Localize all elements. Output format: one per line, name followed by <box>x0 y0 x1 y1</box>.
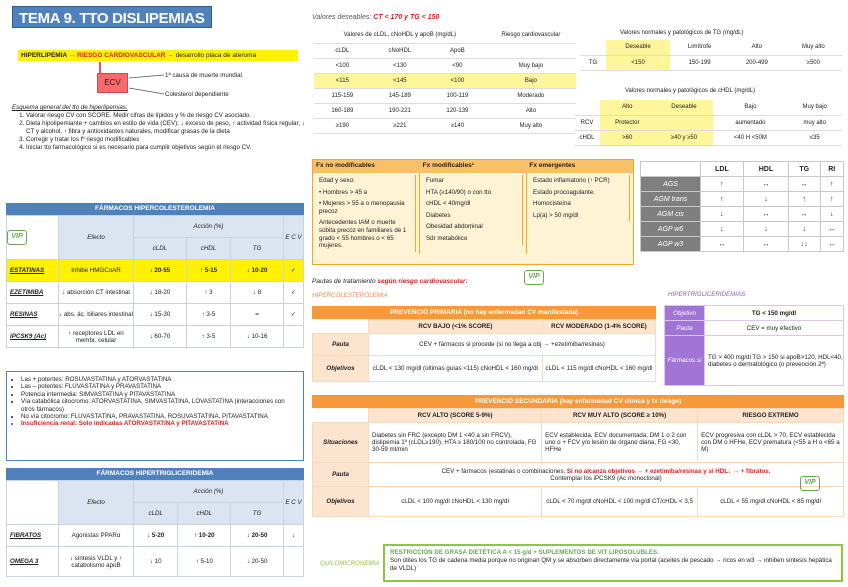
cv-risk-term: RIESGO CARDIOVASCULAR <box>77 52 166 59</box>
rf-col-nonmod: Edad y sexo: • Hombres > 45 a • Mujeres > 55 a o menopausia precoz Antecedentes IAM o muerte súbita precoz en familiares de 1 grado < 55 hombres o < 65 mujeres. <box>313 173 420 254</box>
col-tg: TG <box>231 238 284 260</box>
scheme-block <box>12 104 307 152</box>
scheme-item: 4. Iniciar tto farmacológico si es necesario para cumplir objetivos según el riesgo CV. <box>26 144 307 152</box>
table-row: <100 <130 <90 Muy bajo <box>314 58 576 73</box>
table-row: TG <150 150-199 200-499 ≥500 <box>580 55 842 70</box>
list-item: • Vía catabólica citocromo: ATORVASTATINA, SIMVASTATINA, LOVASTATINA (interacciones con otros fármacos) <box>21 398 297 413</box>
table-row: RESINAS ↓ abs. ác. biliares intestinal ↓ 15-30 ↑ 3-5 = ✓ <box>7 304 304 326</box>
ecv-note-2: Colesterol dependiente <box>165 91 229 98</box>
tg-treatment-panel: Objetivo TG < 150 mg/dl Pauta CEV = muy efectivo Fármacos si TG > 400 mg/dl TG > 150 si apoB>120, HDL<40, diabetes o dermatológico (o prevención 2ª) <box>664 305 844 386</box>
hiperchol-drugs-table <box>6 203 304 348</box>
col-ecv: E C V <box>284 216 304 260</box>
rf-header: Fx no modificables <box>316 162 375 169</box>
pautas-title: Pautas de tratamiento según riesgo cardiovascular: <box>312 278 468 285</box>
risk-factors-box <box>312 159 634 265</box>
scheme-heading: Esquema general del tto de hiperlipemias: <box>12 104 128 111</box>
page-title: TEMA 9. TTO DISLIPEMIAS <box>12 6 212 28</box>
rf-header: Fx modificables¹ <box>422 162 474 169</box>
table-row: AGP w6 ↓ ↓ ↓ ↔ <box>641 222 844 237</box>
primary-prevention: PREVENCIÓ PRIMARIA (no hay enfermedad CV manifestada) RCV BAJO (<1% SCORE) RCV MODERADO (1-4% SCORE) Pauta CEV + fármacos si procede (si no llega a obj → +ezetimiba/resinas) Objetivos cLDL < 130 mg/dl (últimas guías <115) cNoHDL < 160 mg/dl cLDL < 115 mg/dl cNoHDL < 160 mg/dl <box>312 306 656 382</box>
fatty-acid-effects-table: LDL HDL TG RI AGS ↑ ↔ ↔ ↑ AGM trans ↑ ↓ ↑ ↑ AGM cis ↓ ↔ ↔ ↓ AGP w6 ↓ ↓ ↓ ↔ AGP w3 ↔ ↔ ↓↓ ↔ <box>640 161 844 252</box>
table-row: FIBRATOS Agonistas PPARα ↓ 5-20 ↑ 10-20 ↓ 20-50 ↓ <box>7 525 304 547</box>
table-row: cHDL >60 ≥40 y ≥50 <40 H <50M ≤35 <box>574 130 842 145</box>
quilo-label: QUILOMICRONEMIA <box>320 560 380 567</box>
table-row: OMEGA 3 ↓ síntesis VLDL y ↑ catabolismo apoB ↓ 10 ↑ 5-10 ↓ 20-50 <box>7 547 304 577</box>
table-row: EZETIMIBA ↓ absorción CT intestinal ↓ 18-20 ↑ 3 ↓ 8 ✓ <box>7 282 304 304</box>
list-item: • Insuficiencia renal: Solo indicadas ATORVASTATINA y PITAVASTATINA <box>21 420 297 427</box>
list-item: • No vía citocromo: FLUVASTATINA, PRAVASTATINA, ROSUVASTATINA, PITAVASTATINA <box>21 413 297 420</box>
col-effect: Efecto <box>59 216 134 260</box>
rf-col-mod: Fumar HTA (≥140/90) o con tto cHDL < 40mg/dl Diabetes Obesidad abdominal Sdr metabólico <box>420 173 527 254</box>
hipertg-label: HIPERTRIGLICERIDEMIAS <box>668 291 746 298</box>
arrow-icon: → <box>68 52 78 59</box>
hdl-values-title: Valores normales y patológicos de cHDL (mg/dL) <box>625 88 756 94</box>
values-title: Valores deseables: CT < 170 y TG < 150 <box>312 14 440 21</box>
hiperchol-label: HIPERCOLESTEROLEMIA <box>312 292 388 299</box>
table-row: <115 <145 <100 Bajo <box>314 73 576 88</box>
col-action: Acción (%) <box>134 216 284 238</box>
secondary-prevention: PREVENCIÓ SECUNDARIA (hay enfermedad CV clínica y fx riesgo) RCV ALTO (SCORE 5-9%) RCV MUY ALTO (SCORE ≥ 10%) RIESGO EXTREMO Situaciones Diabetes sin FRC (excepto DM 1 <40 a sin FRCV), dislipemia 1ª (cLDL≥190), HTA ≥ 180/100 no controlada, FG 30-59 ml/min ECV establecida, ECV documentada, DM 1 o 2 con uno o + FCV y/o lesión de órgano diana, FG <30, HFHe ECV progresiva con cLDL > 70, ECV establecida con DM o HFHe, ECV prematura (<55 a H o <65 a M) Pauta CEV + fármacos (estatinas o combinaciones. Si no alcanza objetivos → + ezetimiba/resinas y si HDL↓ → + fibratos. Contemplar los iPCSK9 (Ac monoclonal) Objetivos cLDL < 100 mg/dl cNoHDL < 130 mg/dl cLDL < 70 mg/dl cNoHDL < 100 mg/dl CT/cHDL < 3,5 cLDL < 55 mg/dl cNoHDL < 85 mg/dl <box>312 395 844 517</box>
table-header-bar: FÁRMACOS HIPERCOLESTEROLEMIA <box>6 203 304 215</box>
ecv-note-1: 1ª causa de muerte mundial <box>165 72 242 79</box>
tg-values-table: Deseable Limítrofe Alto Muy alto TG <150 150-199 200-499 ≥500 <box>580 40 842 71</box>
vip-stamp: VIP <box>800 476 820 491</box>
table-row: RCV Protector aumentado muy alto <box>574 115 842 130</box>
values-target: CT < 170 y TG < 150 <box>373 14 440 21</box>
tg-values-title: Valores normales y patológicos de TG (mg/dL) <box>620 30 744 36</box>
rf-header: Fx emergentes <box>529 162 576 169</box>
table-row: 115-159 145-189 100-119 Moderado <box>314 88 576 103</box>
table-row: ESTATINAS Inhibe HMGCoAR ↓ 20-55 ↑ 5-15 ↓ 10-20 ✓ <box>7 260 304 282</box>
hdl-values-table: Alto Deseable Bajo Muy bajo RCV Protector aumentado muy alto cHDL >60 ≥40 y ≥50 <40 H <50M ≤35 <box>574 100 842 146</box>
col-chdl: cHDL <box>186 238 230 260</box>
table-row: AGM trans ↑ ↓ ↑ ↑ <box>641 192 844 207</box>
quilomicronemia-box: RESTRICCIÓN DE GRASA DIETÉTICA A < 15 g/d + SUPLEMENTOS DE VIT LIPOSOLUBLES. Son útiles los TG de cadena media porque no originan QM y se absorben directamente vía portal (aceites de pescado → ricos en w3 → inhiben síntesis hepática de VLDL) <box>383 544 843 582</box>
scheme-item: 1. Valorar riesgo CV con SCORE. Medir cifras de lípidos y % de riesgo CV asociado. <box>26 112 307 120</box>
table-row: AGM cis ↓ ↔ ↔ ↓ <box>641 207 844 222</box>
scheme-item: 3. Corregir y tratar los fº riesgo modificables <box>26 136 307 144</box>
vip-stamp: VIP <box>7 216 59 260</box>
rf-col-emerg: Estado inflamatorio (↑ PCR) Estado procoagulante. Homocisteína Lp(a) > 50 mg/dl <box>527 173 633 254</box>
hyper-term: HIPERLIPEMIA <box>21 52 67 59</box>
plaque-term: desarrollo placa de ateroma <box>175 52 257 59</box>
table-row: AGP w3 ↔ ↔ ↓↓ ↔ <box>641 237 844 252</box>
table-row: iPCSK9 (Ac) ↑ receptores LDL en membr. celular ↓ 60-70 ↑ 3-5 ↓ 10-16 <box>7 326 304 348</box>
col-ecv: E C V <box>284 481 304 525</box>
ldl-values-table: Valores de cLDL, cNoHDL y apoB (mg/dL) Riesgo cardiovascular cLDL cNoHDL ApoB <100 <130 <90 Muy bajo <115 <145 <100 Bajo 115-159 145-189 100-119 Moderado 160-189 190-221 120-139 Alto ≥190 ≥221 ≥140 Muy alto <box>314 28 576 134</box>
ecv-box: ECV <box>97 73 128 93</box>
vip-stamp: VIP <box>524 270 544 285</box>
hipertg-drugs-table: FÁRMACOS HIPERTRIGLICERIDEMIA Efecto Acción (%) E C V cLDL cHDL TG FIBRATOS Agonistas PPARα ↓ 5-20 ↑ 10-20 ↓ 20-50 ↓ OMEGA 3 ↓ síntesis VLDL y ↑ catabolismo apoB ↓ 10 ↑ 5-10 ↓ 20-50 <box>6 468 304 577</box>
list-item: • Las + potentes: ROSUVASTATINA y ATORVASTATINA <box>21 376 297 383</box>
col-cldl: cLDL <box>134 238 187 260</box>
scheme-item: 2. Dieta hipolipemiante + cambios en estilo de vida (CEV): ↓ exceso de peso, ↑ actividad física regular, ↓ CT y alcohol, ↑ fibra y antioxidantes naturales, modificar grasas de la dieta <box>26 120 307 136</box>
col-effect: Efecto <box>59 481 134 525</box>
arrow-icon: → <box>167 52 176 59</box>
table-row: AGS ↑ ↔ ↔ ↑ <box>641 177 844 192</box>
col-action: Acción (%) <box>134 481 284 503</box>
table-row: 160-189 190-221 120-139 Alto <box>314 103 576 118</box>
list-item: • Potencia intermedia: SIMVASTATINA y PITAVASTATINA <box>21 391 297 398</box>
list-item: • Las – potentes: FLUVASTATINA y PRAVASTATINA <box>21 383 297 390</box>
table-header-bar: FÁRMACOS HIPERTRIGLICERIDEMIA <box>6 468 304 480</box>
statin-notes <box>6 371 304 461</box>
table-row: ≥190 ≥221 ≥140 Muy alto <box>314 118 576 133</box>
